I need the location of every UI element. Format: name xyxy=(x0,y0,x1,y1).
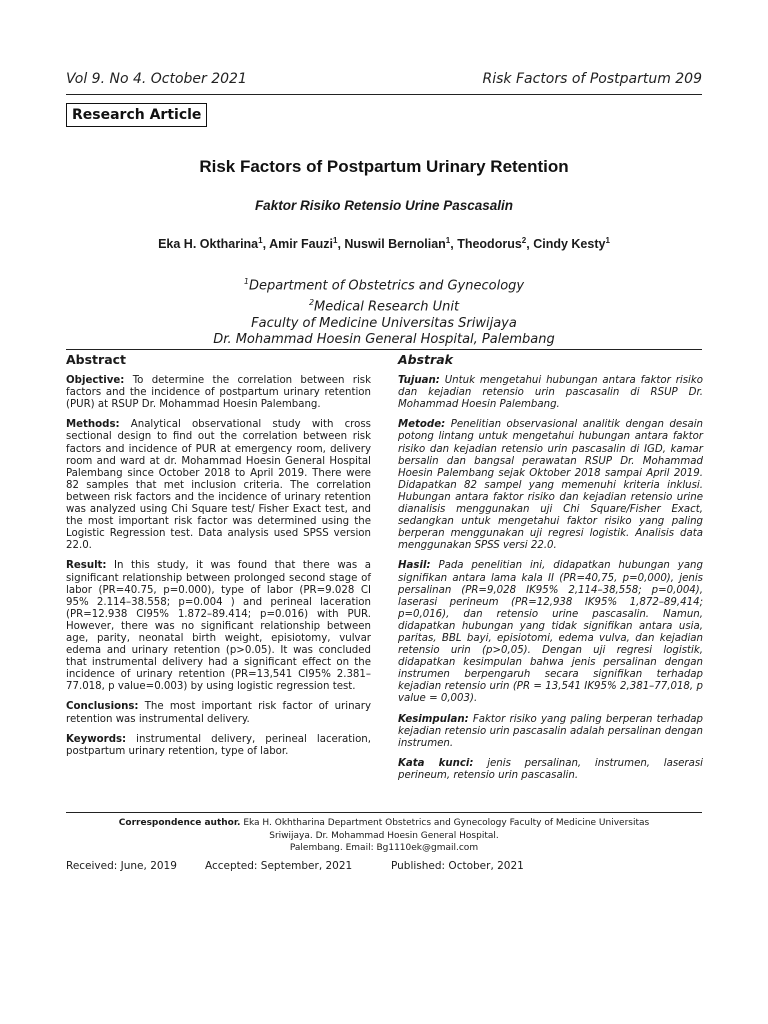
abstract-english xyxy=(66,354,371,766)
author-affiliation-mark: 1 xyxy=(445,236,451,245)
abstract-heading: Abstract xyxy=(66,352,127,367)
published-date: Published: October, 2021 xyxy=(391,860,524,872)
author-affiliation-mark: 2 xyxy=(521,236,527,245)
author-list: Eka H. Oktharina$^1$, Amir Fauzi$^1$, Nuswil Bernolian$^1$, Theodorus$^2$, Cindy Kesty$^1$ xyxy=(158,236,610,252)
author: Eka H. Oktharina xyxy=(158,237,259,252)
correspondence: Correspondence author. Eka H. Okhtharina Department Obstetrics and Gynecology Faculty of Medicine Universitas Sriwijaya. Dr. Mohammad Hoesin General Hospital. Palembang. Email: Bg1110ek@gmail.com xyxy=(118,818,650,853)
article-type-badge: Research Article xyxy=(66,103,207,127)
affiliation-line: $^2$Medical Research Unit xyxy=(308,297,460,315)
accepted-date: Accepted: September, 2021 xyxy=(205,860,353,872)
article-subtitle: Faktor Risiko Retensio Urine Pascasalin xyxy=(254,198,514,213)
affiliation-line: Faculty of Medicine Universitas Sriwijaya xyxy=(251,315,517,331)
running-header xyxy=(66,71,702,87)
author: Amir Fauzi xyxy=(269,237,333,252)
author: Nuswil Bernolian xyxy=(344,237,446,252)
author-affiliation-mark: 1 xyxy=(332,236,338,245)
abstract-indonesian xyxy=(398,354,703,790)
affiliation-line: $^1$Department of Obstetrics and Gynecology xyxy=(243,277,525,294)
article-dates xyxy=(66,860,524,872)
header-rule xyxy=(66,94,702,95)
author-affiliation-mark: 1 xyxy=(605,236,610,245)
section-rule xyxy=(66,349,702,350)
abstrak-kesimpulan: Kesimpulan: Faktor risiko yang paling berperan terhadap kejadian retensio urin pascasalin adalah persalinan dengan instrumen. xyxy=(398,713,703,749)
author: Theodorus xyxy=(457,237,522,252)
footer-rule xyxy=(66,812,702,813)
abstract-keywords: Keywords: instrumental delivery, perineal laceration, postpartum urinary retention, type of labor. xyxy=(66,733,371,757)
journal-volume: Vol 9. No 4. October 2021 xyxy=(66,71,247,87)
received-date: Received: June, 2019 xyxy=(66,860,177,872)
abstrak-hasil: Hasil: Pada penelitian ini, didapatkan hubungan yang signifikan antara lama kala II (PR=40,75, p=0,000), jenis persalinan (PR=9,028 IK95% 2,114–38,558; p=0,004), laserasi perineum (PR=12,938 IK95% 1,872–89,414; p=0,016), dan retensio urine pascasalin. Namun, didapatkan hubungan yang tidak signifikan antara usia, paritas, BBL bayi, episiotomi, edema vulva, dan kejadian retensio urin (p>0,05). Dengan uji regresi logistik, didapatkan kesimpulan bahwa jenis persalinan dengan instrumen berpengaruh secara signifikan terhadap kejadian retensio urin (PR = 13,541 IK95% 2,381–77,018, p value = 0,003). xyxy=(398,560,703,705)
abstract-methods: Methods: Analytical observational study with cross sectional design to find out the correlation between risk factors and incidence of PUR at emergency room, delivery room and ward at dr. Mohammad Hoesin General Hospital Palembang since October 2018 to April 2019. There were 82 samples that met inclusion criteria. The correlation between risk factors and the incidence of urinary retention was analyzed using Chi Square test/ Fisher Exact test, and the most important risk factor was determined using the Logistic Regression test. Data analysis used SPSS version 22.0. xyxy=(66,419,371,552)
abstrak-heading: Abstrak xyxy=(398,352,453,367)
abstrak-katakunci: Kata kunci: jenis persalinan, instrumen, laserasi perineum, retensio urin pascasalin. xyxy=(398,757,703,781)
abstrak-metode: Metode: Penelitian observasional analitik dengan desain potong lintang untuk mengetahui hubungan antara faktor risiko dan kejadian retensio urin pascasalin di IGD, kamar bersalin dan bangsal perawatan RSUP Dr. Mohammad Hoesin Palembang sejak Oktober 2018 sampai April 2019. Didapatkan 82 sampel yang memenuhi kriteria inklusi. Hubungan antara faktor risiko dan kejadian retensio urine dianalisis menggunakan uji Chi Square/Fisher Exact, sedangkan untuk mengetahui faktor risiko yang paling berperan menggunakan uji regresi logistik. Analisis data menggunakan SPSS versi 22.0. xyxy=(398,419,703,552)
article-title: Risk Factors of Postpartum Urinary Retention xyxy=(199,157,569,176)
abstract-result: Result: In this study, it was found that there was a significant relationship between prolonged second stage of labor (PR=40.75, p=0.000), type of labor (PR=9.028 CI 95% 2.114–38.558; p=0.004 ) and perineal laceration (PR=12.938 CI95% 1.872–89.414; p=0.016) with PUR. However, there was no significant relationship between age, parity, neonatal birth weight, episiotomy, vulvar edema and urinary retention (p>0.05). It was concluded that instrumental delivery had a significant effect on the incidence of urinary retention (PR=13,541 CI95% 2.381–77.018, p value=0.003) by using logistic regression test. xyxy=(66,560,371,693)
affiliations xyxy=(66,274,702,349)
abstract-conclusions: Conclusions: The most important risk factor of urinary retention was instrumental delivery. xyxy=(66,701,371,725)
affiliation-line: Dr. Mohammad Hoesin General Hospital, Palembang xyxy=(213,332,555,348)
abstrak-tujuan: Tujuan: Untuk mengetahui hubungan antara faktor risiko dan kejadian retensio urin pascasalin di RSUP Dr. Mohammad Hoesin Palembang. xyxy=(398,375,703,411)
abstract-objective: Objective: To determine the correlation between risk factors and the incidence of postpartum urinary retention (PUR) at RSUP Dr. Mohammad Hoesin Palembang. xyxy=(66,375,371,411)
author-affiliation-mark: 1 xyxy=(258,236,263,245)
running-title: Risk Factors of Postpartum 209 xyxy=(482,71,702,87)
author: Cindy Kesty xyxy=(533,237,606,252)
